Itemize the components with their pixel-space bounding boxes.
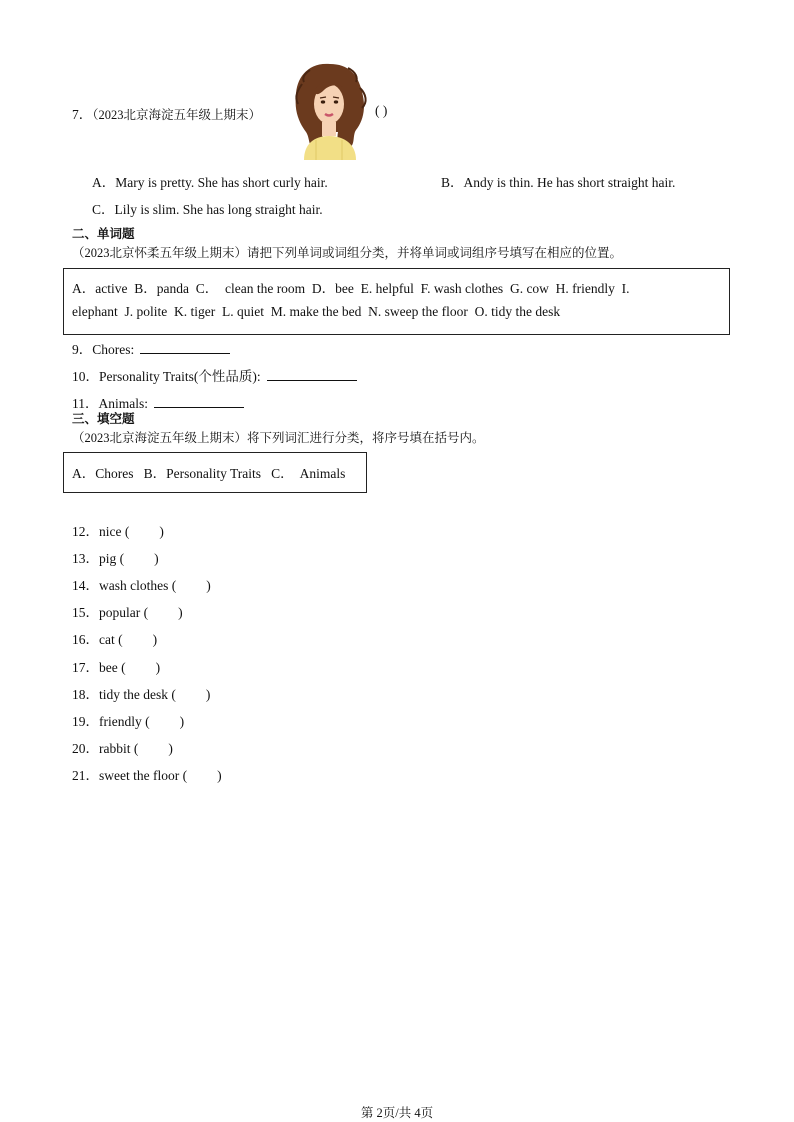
q9-label: 9．Chores: — [72, 342, 135, 357]
q10-line — [72, 365, 357, 385]
item-text: friendly ( — [99, 714, 150, 729]
q9-line — [72, 338, 230, 358]
q9-answer-blank[interactable] — [140, 341, 230, 354]
item-text: popular ( — [99, 605, 149, 620]
item-text: cat ( — [99, 632, 123, 647]
section2-instruction: （2023北京怀柔五年级上期末）请把下列单词或词组分类，并将单词或词组序号填写在相应的位置。 — [72, 246, 623, 260]
q7-answer-paren: ( ) — [375, 103, 388, 118]
item-number: 13． — [72, 551, 99, 566]
item-number: 15． — [72, 605, 99, 620]
item-text: wash clothes ( — [99, 578, 177, 593]
item-close-paren: ) — [205, 687, 211, 702]
q11-answer-blank[interactable] — [154, 395, 244, 408]
list-item — [72, 601, 183, 621]
categories-box — [63, 452, 367, 493]
item-close-paren: ) — [152, 632, 158, 647]
item-number: 12． — [72, 524, 99, 539]
q7-option-c: C．Lily is slim. She has long straight hair. — [92, 202, 323, 217]
word-bank-box — [63, 268, 730, 335]
list-item — [72, 520, 164, 540]
q7-number: 7． — [72, 107, 93, 122]
list-item — [72, 737, 173, 757]
item-number: 19． — [72, 714, 99, 729]
list-item — [72, 656, 160, 676]
item-number: 16． — [72, 632, 99, 647]
page-number: 第 2页/共 4页 — [360, 1106, 434, 1120]
word-bank-line-2: elephant J. polite K. tiger L. quiet M. make the bed N. sweep the floor O. tidy the desk — [72, 304, 561, 319]
item-text: bee ( — [99, 660, 126, 675]
q7-line — [72, 103, 261, 123]
item-number: 14． — [72, 578, 99, 593]
item-text: nice ( — [99, 524, 130, 539]
q10-label: 10．Personality Traits(个性品质): — [72, 369, 261, 384]
item-number: 17． — [72, 660, 99, 675]
item-text: rabbit ( — [99, 741, 139, 756]
item-text: sweet the floor ( — [99, 768, 188, 783]
list-item — [72, 574, 211, 594]
q7-source: （2023北京海淀五年级上期末） — [92, 108, 262, 122]
q7-option-b: B．Andy is thin. He has short straight hair. — [441, 175, 676, 190]
list-item — [72, 683, 210, 703]
item-close-paren: ) — [155, 660, 161, 675]
q10-answer-blank[interactable] — [267, 368, 357, 381]
q11-label: 11．Animals: — [72, 396, 148, 411]
item-close-paren: ) — [178, 605, 183, 620]
item-close-paren: ) — [159, 524, 164, 539]
list-item — [72, 547, 159, 567]
list-item — [72, 628, 157, 648]
item-text: tidy the desk ( — [99, 687, 176, 702]
section2-title: 二、单词题 — [72, 226, 135, 241]
item-text: pig ( — [99, 551, 125, 566]
list-item — [72, 764, 222, 784]
q7-option-a: A．Mary is pretty. She has short curly hair. — [92, 175, 328, 190]
section3-instruction: （2023北京海淀五年级上期末）将下列词汇进行分类，将序号填在括号内。 — [72, 431, 485, 445]
item-close-paren: ) — [217, 768, 222, 783]
item-close-paren: ) — [206, 578, 211, 593]
item-number: 21． — [72, 768, 99, 783]
item-close-paren: ) — [154, 551, 159, 566]
list-item — [72, 710, 184, 730]
item-number: 20． — [72, 741, 99, 756]
word-bank-line-1: A．active B．panda C． clean the room D．bee E. helpful F. wash clothes G. cow H. friendly I. — [72, 281, 630, 296]
girl-portrait-image — [290, 60, 370, 160]
item-number: 18． — [72, 687, 99, 702]
item-close-paren: ) — [179, 714, 185, 729]
categories-text: A．Chores B．Personality Traits C． Animals — [72, 466, 346, 481]
item-close-paren: ) — [168, 741, 173, 756]
section3-title: 三、填空题 — [72, 411, 135, 426]
